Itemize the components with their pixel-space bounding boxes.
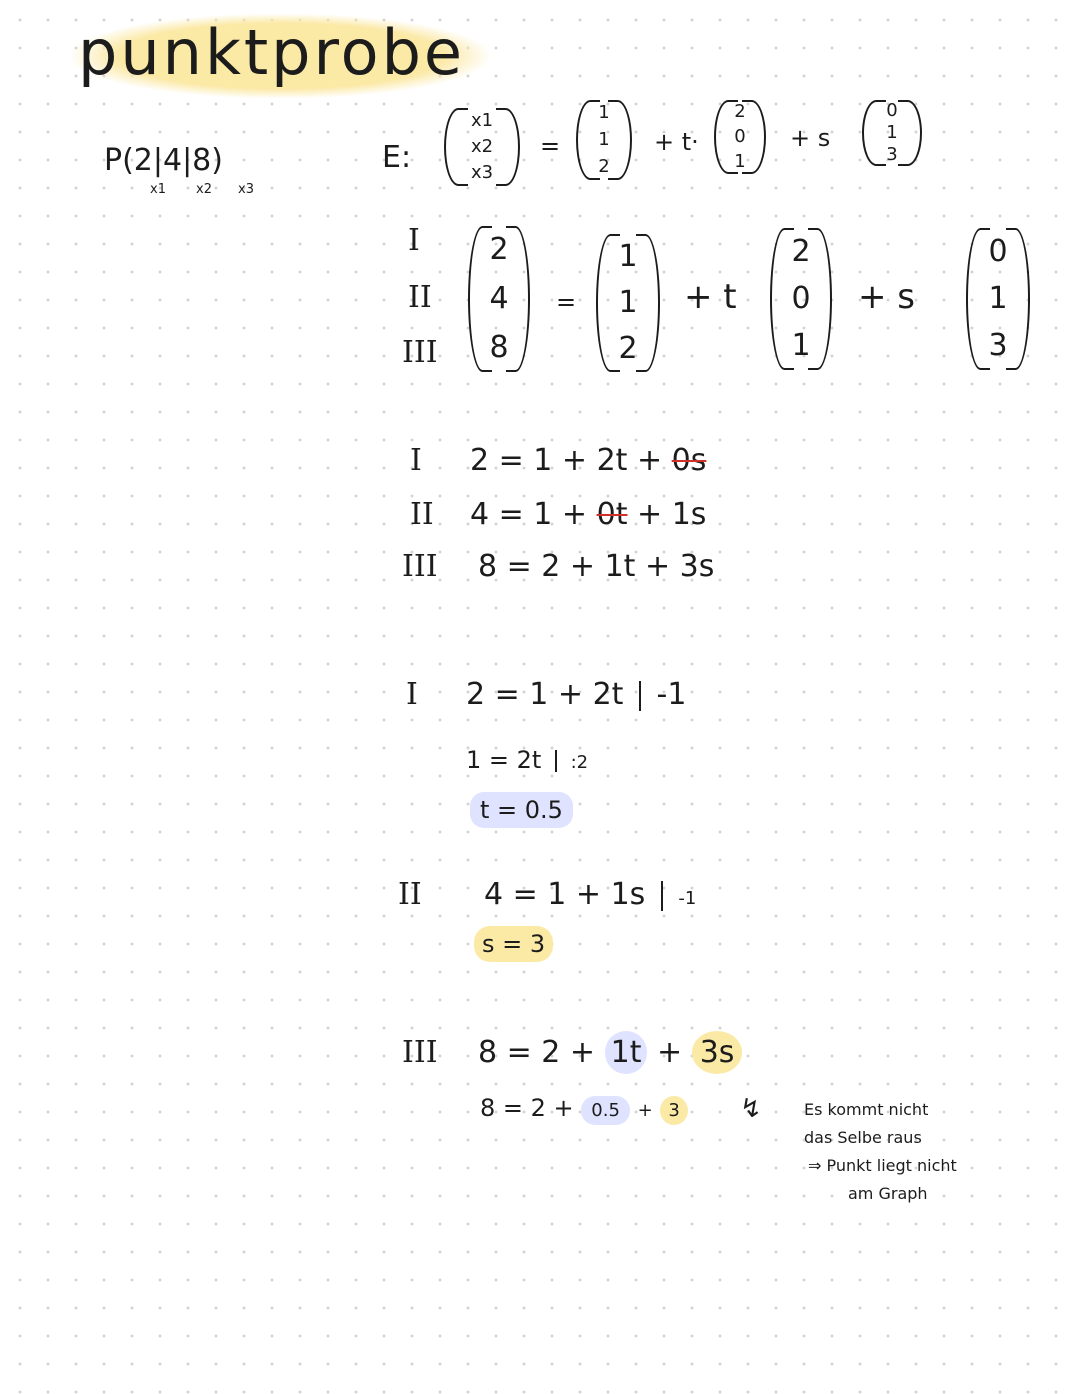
point-entry-1: 2 — [489, 232, 509, 268]
solve-II-eq1-text: 4 = 1 + 1s — [484, 877, 646, 912]
conclusion-line-3: ⇒ Punkt liegt nicht — [808, 1156, 957, 1175]
support-1: 1 — [598, 102, 610, 124]
plane-label: E: — [382, 140, 412, 175]
conclusion-line-1: Es kommt nicht — [804, 1100, 929, 1119]
x2-entry: x2 — [470, 136, 494, 157]
page-title: punktprobe — [72, 14, 489, 98]
operation-bar — [661, 881, 663, 911]
coord-label-x1: x1 — [150, 182, 166, 197]
solve-I-op2: :2 — [570, 752, 589, 773]
solve-II-op1: -1 — [678, 888, 697, 909]
substitution-equals: = — [556, 288, 577, 316]
row-label-II: II — [408, 280, 432, 315]
row-label-III: III — [402, 335, 438, 370]
substitution-support-vector — [596, 234, 660, 372]
sub-support-3: 2 — [618, 331, 638, 366]
check-line1-s: 3s — [692, 1031, 743, 1074]
system-row-III-text: 8 = 2 + 1t + 3s — [478, 549, 715, 584]
check-line1-b: + — [657, 1035, 683, 1070]
plane-equals: = — [540, 132, 561, 160]
contradiction-icon: ↯ — [740, 1094, 762, 1124]
x3-entry: x3 — [470, 162, 494, 183]
row-label-I: I — [408, 223, 420, 258]
conclusion-line-2: das Selbe raus — [804, 1128, 922, 1147]
dir2-3: 3 — [886, 144, 898, 165]
point-vector — [468, 226, 530, 372]
dir2-2: 1 — [886, 122, 898, 143]
check-line2-s: 3 — [660, 1096, 687, 1125]
solve-II-label: II — [398, 877, 422, 912]
plane-param-t: + t· — [654, 128, 699, 156]
substitution-plus-s: + s — [858, 277, 916, 317]
check-line2-a: 8 = 2 + — [480, 1094, 574, 1122]
t-result-text: t = 0.5 — [470, 792, 573, 828]
sub-support-2: 1 — [618, 285, 638, 320]
operation-bar — [555, 750, 557, 772]
sub-dir1-1: 2 — [791, 233, 811, 269]
dir1-2: 0 — [734, 125, 746, 147]
sub-dir2-3: 3 — [988, 328, 1008, 364]
plane-param-s: + s — [790, 124, 831, 152]
system-row-I-crossed: 0s — [671, 443, 707, 478]
plane-direction-1 — [714, 100, 766, 174]
point-entry-3: 8 — [489, 329, 509, 365]
system-row-I-label: I — [410, 443, 422, 478]
sub-dir1-3: 1 — [791, 328, 811, 364]
t-result — [470, 798, 573, 822]
coord-label-x3: x3 — [238, 182, 254, 197]
plane-x-vector — [444, 108, 520, 186]
dir1-1: 2 — [734, 101, 746, 123]
operation-bar — [639, 681, 641, 711]
solve-I-eq1-text: 2 = 1 + 2t — [466, 677, 624, 712]
sub-dir1-2: 0 — [791, 280, 811, 316]
check-line2-t: 0.5 — [581, 1096, 630, 1125]
sub-dir2-2: 1 — [988, 280, 1008, 316]
solve-I-op1: -1 — [656, 677, 687, 712]
check-line1-t: 1t — [605, 1031, 648, 1074]
system-row-III-label: III — [402, 549, 438, 584]
coord-label-x2: x2 — [196, 182, 212, 197]
system-row-II-crossed: 0t — [596, 497, 628, 532]
check-III-line1 — [478, 1035, 742, 1070]
check-line1-a: 8 = 2 + — [478, 1035, 596, 1070]
system-row-I — [470, 443, 707, 478]
point-label: P(2|4|8) — [104, 143, 223, 178]
system-row-I-text: 2 = 1 + 2t + — [470, 443, 663, 478]
plane-support-vector — [576, 100, 632, 180]
point-entry-2: 4 — [489, 280, 509, 316]
x1-entry: x1 — [470, 110, 494, 131]
support-2: 1 — [598, 128, 610, 150]
check-III-label: III — [402, 1035, 438, 1070]
solve-I-label: I — [406, 677, 418, 712]
system-row-II — [470, 497, 707, 532]
plane-direction-2 — [862, 100, 922, 166]
s-result-text: s = 3 — [474, 926, 553, 962]
substitution-plus-t: + t — [684, 277, 737, 317]
solve-I-eq2 — [466, 748, 588, 772]
solve-II-eq1 — [484, 877, 697, 912]
s-result — [474, 932, 553, 956]
check-line2-b: + — [637, 1100, 653, 1121]
solve-I-eq1 — [466, 677, 687, 712]
support-3: 2 — [598, 155, 610, 177]
conclusion-line-4: am Graph — [848, 1184, 928, 1203]
dir1-3: 1 — [734, 150, 746, 172]
system-row-II-text: 4 = 1 + — [470, 497, 588, 532]
system-row-II-label: II — [410, 497, 434, 532]
sub-dir2-1: 0 — [988, 233, 1008, 269]
substitution-direction-2 — [966, 228, 1030, 370]
sub-support-1: 1 — [618, 239, 638, 274]
substitution-direction-1 — [770, 228, 832, 370]
dir2-1: 0 — [886, 100, 898, 121]
solve-I-eq2-text: 1 = 2t — [466, 746, 542, 774]
system-row-II-rest: + 1s — [637, 497, 707, 532]
check-III-line2 — [480, 1096, 688, 1120]
